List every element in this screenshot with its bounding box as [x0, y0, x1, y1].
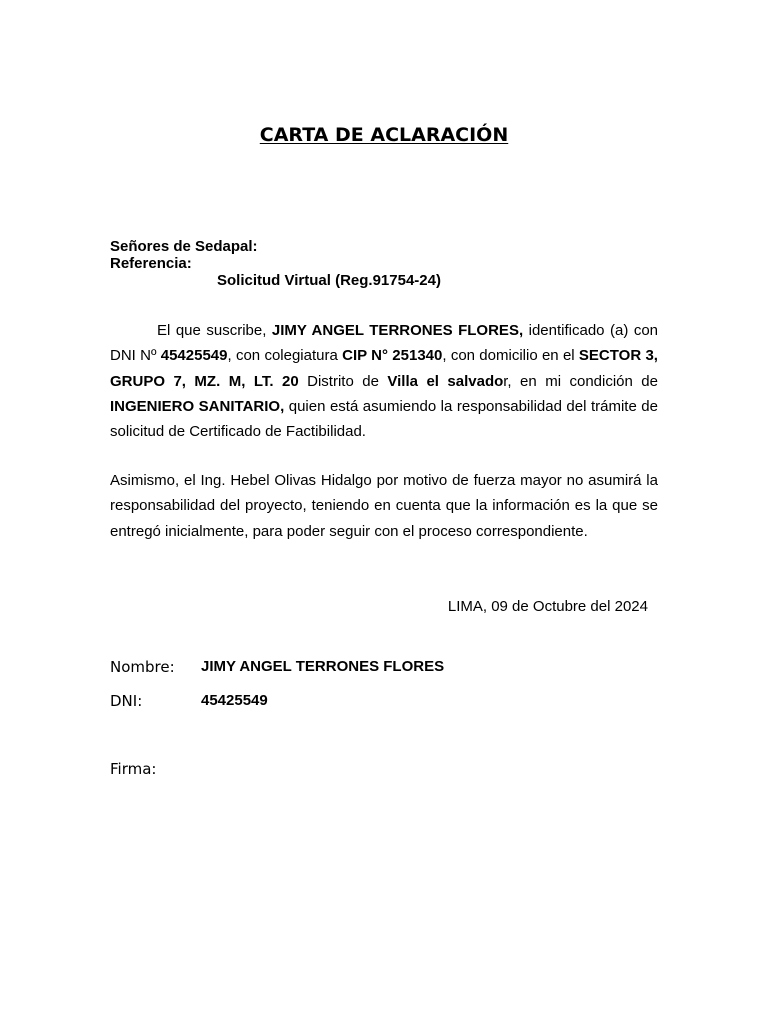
- text-segment: Distrito de: [298, 372, 388, 390]
- text-segment: , con colegiatura: [227, 347, 343, 365]
- district: Villa el salvado: [387, 372, 504, 390]
- dni-label: DNI:: [110, 692, 143, 710]
- date-line: LIMA, 09 de Octubre del 2024: [447, 598, 648, 615]
- body-paragraph-1: [110, 318, 658, 444]
- text-segment: r, en mi condición de: [503, 372, 658, 390]
- subscriber-name: JIMY ANGEL TERRONES FLORES,: [271, 322, 524, 339]
- signature-label: Firma:: [110, 760, 157, 778]
- dni-value: 45425549: [201, 692, 268, 709]
- document-title: CARTA DE ACLARACIÓN: [259, 124, 509, 146]
- name-value: JIMY ANGEL TERRONES FLORES: [201, 658, 445, 675]
- address: SECTOR 3, GRUPO 7, MZ. M, LT. 20: [110, 347, 658, 390]
- name-label: Nombre:: [110, 658, 175, 676]
- recipient-line: Señores de Sedapal:: [110, 238, 258, 255]
- reference-value: Solicitud Virtual (Reg.91754-24): [217, 272, 441, 289]
- text-segment: , con domicilio en el: [442, 347, 579, 365]
- cip-number: CIP N° 251340: [342, 347, 443, 365]
- text-segment: quien está asumiendo la responsabilidad del trámite de solicitud de Certificado de Factibilidad.: [110, 397, 658, 441]
- body-paragraph-2: Asimismo, el Ing. Hebel Olivas Hidalgo por motivo de fuerza mayor no asumirá la responsabilidad del proyecto, teniendo en cuenta que la información es la que se entregó inicialmente, para poder seguir con el proceso correspondiente.: [110, 472, 658, 540]
- dni-number: 45425549: [160, 347, 228, 365]
- text-segment: El que suscribe,: [157, 322, 272, 339]
- reference-label: Referencia:: [110, 255, 192, 272]
- text-segment: identificado (a) con DNI Nº: [110, 322, 659, 365]
- professional-condition: INGENIERO SANITARIO,: [110, 397, 285, 415]
